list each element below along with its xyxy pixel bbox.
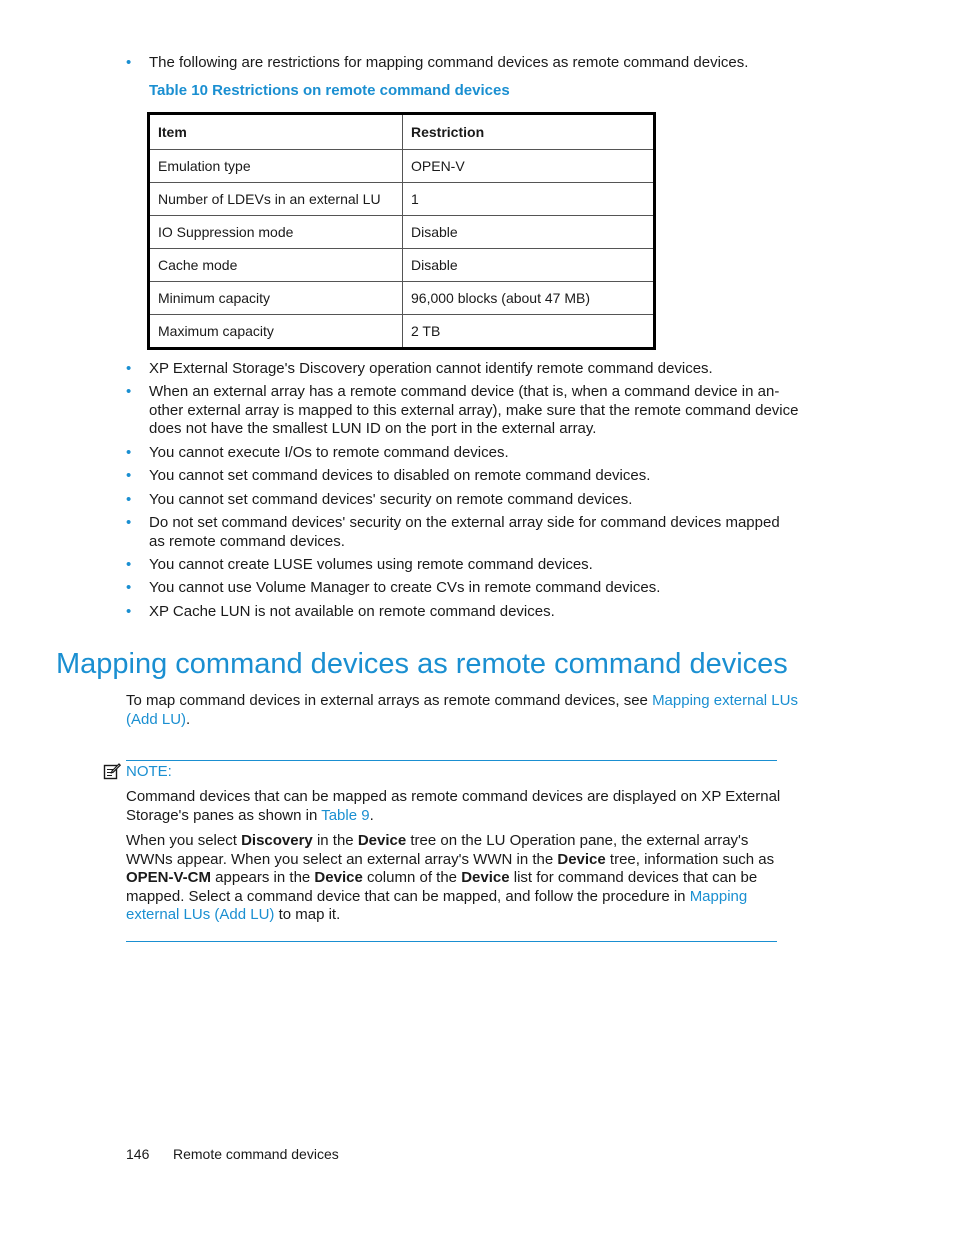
note-label: NOTE:	[126, 763, 172, 780]
mapping-external-lus-link[interactable]: Mapping external LUs (Add LU)	[126, 692, 798, 728]
paragraph-text: appears in the	[211, 869, 315, 886]
ui-term-device: Device	[357, 832, 407, 849]
list-item: XP External Storage's Discovery operation cannot identify remote command devices.	[149, 360, 713, 377]
table-cell: Disable	[403, 216, 655, 249]
list-item: You cannot set command devices to disabled on remote command devices.	[149, 467, 651, 484]
paragraph-text: column of the	[362, 869, 462, 886]
ui-term-device: Device	[557, 850, 606, 868]
table-cell: Cache mode	[149, 249, 403, 282]
paragraph-text: list for command devices that can be mapped. Select a command device that can be mapped, and follow the procedure in	[126, 869, 758, 905]
table-cell: Emulation type	[149, 150, 403, 183]
intro-bullet-text: The following are restrictions for mapping command devices as remote command devices.	[149, 54, 749, 71]
table-cell: 1	[403, 183, 655, 216]
note-paragraph-2	[126, 832, 786, 925]
table-row	[149, 249, 655, 282]
table-cell: 96,000 blocks (about 47 MB)	[403, 282, 655, 315]
table-row	[149, 183, 655, 216]
list-item: You cannot use Volume Manager to create CVs in remote command devices.	[149, 579, 661, 596]
bullet-marker: •	[126, 360, 132, 377]
table-row	[149, 315, 655, 349]
paragraph-text: to map it.	[274, 906, 341, 923]
table-cell: IO Suppression mode	[149, 216, 403, 249]
bullet-marker: •	[126, 444, 132, 461]
bullet-marker: •	[126, 467, 132, 484]
paragraph-text: tree on the LU Operation pane, the external array's WWNs appear. When you select an external array's WWN in the	[126, 832, 749, 868]
note-paragraph-1	[126, 788, 786, 825]
table-cell: Number of LDEVs in an external LU	[149, 183, 403, 216]
ui-term-device: Device	[461, 869, 510, 886]
table-caption: Table 10 Restrictions on remote command devices	[149, 82, 510, 99]
mapping-external-lus-link[interactable]: Mapping external LUs (Add LU)	[126, 887, 748, 923]
bullet-marker: •	[126, 514, 132, 531]
note-bottom-divider	[126, 941, 777, 942]
list-item: You cannot execute I/Os to remote command devices.	[149, 444, 509, 461]
ui-term-open-v-cm: OPEN-V-CM	[126, 869, 212, 886]
table-header-item: Item	[149, 114, 403, 150]
bullet-marker: •	[126, 603, 132, 620]
table-header-row	[149, 114, 655, 150]
bullet-marker: •	[126, 383, 132, 400]
ui-term-discovery: Discovery	[241, 832, 313, 849]
paragraph-text: .	[186, 710, 191, 728]
paragraph-text: tree, information such as	[605, 850, 775, 868]
bullet-marker: •	[126, 556, 132, 573]
paragraph-text: To map command devices in external arrays as remote command devices, see	[126, 692, 653, 709]
table-row	[149, 150, 655, 183]
note-icon	[103, 762, 121, 780]
ui-term-device: Device	[314, 869, 363, 886]
restrictions-table	[147, 112, 656, 350]
table-row	[149, 282, 655, 315]
table-cell: 2 TB	[403, 315, 655, 349]
paragraph-text: in the	[312, 832, 358, 849]
bullet-marker: •	[126, 491, 132, 508]
page-number: 146	[126, 1146, 150, 1162]
note-top-divider	[126, 760, 777, 761]
footer-chapter-title: Remote command devices	[173, 1146, 339, 1162]
list-item: Do not set command devices' security on the external array side for command devices mapped as remote command devices.	[149, 514, 780, 550]
section-paragraph	[126, 692, 806, 729]
table-header-restriction: Restriction	[403, 114, 655, 150]
bullet-marker: •	[126, 54, 132, 71]
bullet-marker: •	[126, 579, 132, 596]
table-cell: Maximum capacity	[149, 315, 403, 349]
list-item: You cannot create LUSE volumes using remote command devices.	[149, 556, 593, 573]
table-row	[149, 216, 655, 249]
table-cell: Disable	[403, 249, 655, 282]
table-9-link[interactable]: Table 9	[321, 806, 370, 824]
list-item: When an external array has a remote command device (that is, when a command device in an-other external array is mapped to this external array), make sure that the remote command device does not have the smallest LUN ID on the port in the external array.	[149, 383, 799, 437]
table-cell: Minimum capacity	[149, 282, 403, 315]
table-cell: OPEN-V	[403, 150, 655, 183]
paragraph-text: Command devices that can be mapped as remote command devices are displayed on XP External Storage's panes as shown in	[126, 788, 781, 824]
paragraph-text: .	[369, 806, 374, 824]
list-item: XP Cache LUN is not available on remote command devices.	[149, 603, 555, 620]
paragraph-text: When you select	[126, 832, 242, 849]
list-item: You cannot set command devices' security on remote command devices.	[149, 491, 633, 508]
section-heading: Mapping command devices as remote command devices	[56, 648, 788, 680]
